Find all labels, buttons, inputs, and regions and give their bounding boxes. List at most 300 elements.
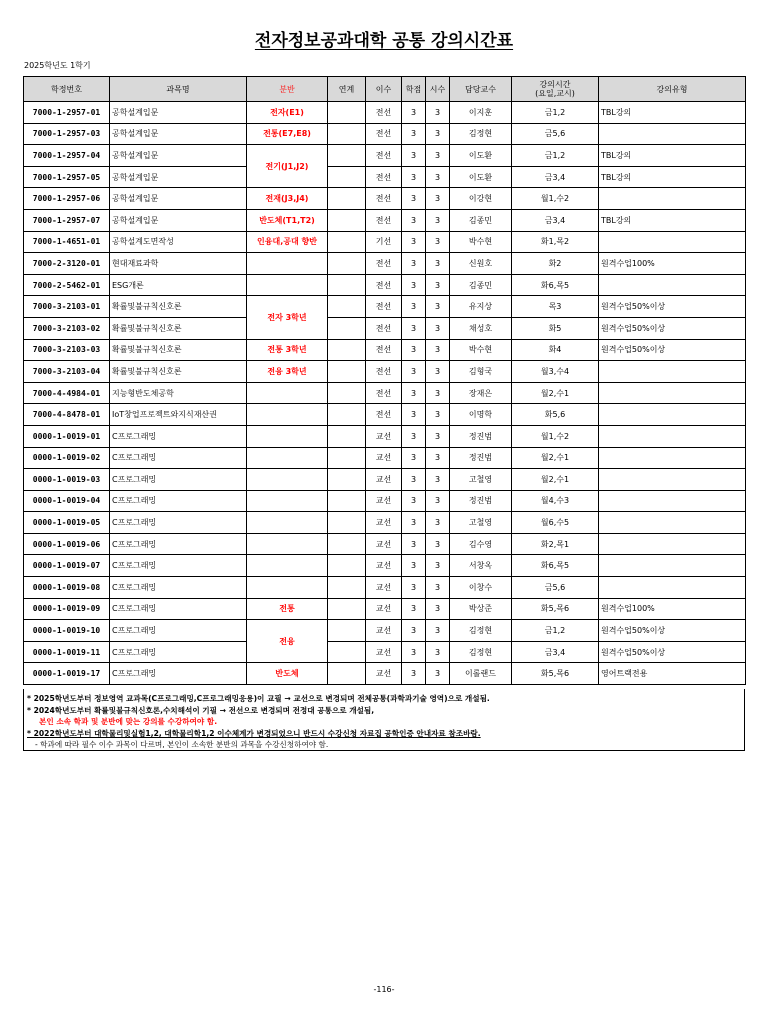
course-code-cell: 0000-1-0019-09 (24, 598, 110, 620)
professor-cell: 김정현 (450, 641, 512, 663)
section-cell (247, 274, 328, 296)
hours-cell: 3 (426, 231, 450, 253)
time-cell: 화5,목6 (512, 663, 599, 685)
professor-cell: 채성호 (450, 317, 512, 339)
note-2: * 2024학년도부터 확률및불규칙신호론,수치해석이 기필 → 전선으로 변경되며 전정대 공통으로 개설됨, (27, 705, 375, 715)
time-cell: 월4,수3 (512, 490, 599, 512)
course-name-cell: C프로그래밍 (110, 598, 247, 620)
table-row (24, 339, 746, 361)
category-cell: 교선 (366, 533, 402, 555)
table-row (24, 274, 746, 296)
credits-cell: 3 (402, 339, 426, 361)
note-3: 본인 소속 학과 및 분반에 맞는 강의를 수강하여야 함. (39, 717, 218, 727)
time-cell: 월2,수1 (512, 469, 599, 491)
course-code-cell: 7000-1-2957-06 (24, 188, 110, 210)
professor-cell: 김종민 (450, 209, 512, 231)
section-cell: 전통 3학년 (247, 339, 328, 361)
credits-cell: 3 (402, 447, 426, 469)
credits-cell: 3 (402, 577, 426, 599)
course-code-cell: 7000-2-5462-01 (24, 274, 110, 296)
professor-cell: 박수현 (450, 339, 512, 361)
category-cell: 전선 (366, 317, 402, 339)
course-name-cell: 공학설계입문 (110, 166, 247, 188)
time-cell: 월6,수5 (512, 512, 599, 534)
category-cell: 전선 (366, 188, 402, 210)
course-code-cell: 0000-1-0019-17 (24, 663, 110, 685)
time-cell: 화6,목5 (512, 555, 599, 577)
table-row (24, 620, 746, 642)
linked-cell (328, 404, 366, 426)
time-cell: 화2 (512, 253, 599, 275)
course-code-cell: 0000-1-0019-06 (24, 533, 110, 555)
hours-cell: 3 (426, 490, 450, 512)
category-cell: 전선 (366, 339, 402, 361)
table-row (24, 404, 746, 426)
time-cell: 금3,4 (512, 641, 599, 663)
course-code-cell: 0000-1-0019-07 (24, 555, 110, 577)
professor-cell: 장재은 (450, 382, 512, 404)
credits-cell: 3 (402, 663, 426, 685)
header-hours: 시수 (426, 77, 450, 102)
credits-cell: 3 (402, 274, 426, 296)
page-title: 전자정보공과대학 공통 강의시간표 (254, 31, 514, 51)
category-cell: 전선 (366, 253, 402, 275)
course-code-cell: 7000-1-2957-03 (24, 123, 110, 145)
linked-cell (328, 512, 366, 534)
course-type-cell (599, 274, 746, 296)
section-cell: 반도체(T1,T2) (247, 209, 328, 231)
linked-cell (328, 361, 366, 383)
professor-cell: 김종민 (450, 274, 512, 296)
time-cell: 화2,목1 (512, 533, 599, 555)
header-category: 이수 (366, 77, 402, 102)
linked-cell (328, 166, 366, 188)
table-row (24, 641, 746, 663)
hours-cell: 3 (426, 620, 450, 642)
time-cell: 금1,2 (512, 102, 599, 124)
course-name-cell: 공학설계입문 (110, 123, 247, 145)
credits-cell: 3 (402, 620, 426, 642)
course-type-cell: TBL강의 (599, 209, 746, 231)
course-type-cell (599, 447, 746, 469)
hours-cell: 3 (426, 512, 450, 534)
time-cell: 월2,수1 (512, 382, 599, 404)
professor-cell: 이도환 (450, 166, 512, 188)
course-type-cell (599, 382, 746, 404)
course-type-cell (599, 123, 746, 145)
linked-cell (328, 123, 366, 145)
table-row (24, 317, 746, 339)
professor-cell: 이강현 (450, 188, 512, 210)
course-type-cell: 원격수업100% (599, 598, 746, 620)
course-type-cell: 원격수업50%이상 (599, 339, 746, 361)
course-code-cell: 0000-1-0019-02 (24, 447, 110, 469)
linked-cell (328, 102, 366, 124)
course-code-cell: 7000-4-4984-01 (24, 382, 110, 404)
credits-cell: 3 (402, 296, 426, 318)
linked-cell (328, 209, 366, 231)
section-cell (247, 253, 328, 275)
course-type-cell (599, 490, 746, 512)
course-name-cell: C프로그래밍 (110, 447, 247, 469)
credits-cell: 3 (402, 469, 426, 491)
linked-cell (328, 598, 366, 620)
linked-cell (328, 641, 366, 663)
professor-cell: 신원호 (450, 253, 512, 275)
hours-cell: 3 (426, 404, 450, 426)
linked-cell (328, 274, 366, 296)
category-cell: 교선 (366, 620, 402, 642)
credits-cell: 3 (402, 361, 426, 383)
table-row (24, 598, 746, 620)
course-name-cell: C프로그래밍 (110, 555, 247, 577)
course-name-cell: 확률및불규칙신호론 (110, 361, 247, 383)
credits-cell: 3 (402, 253, 426, 275)
section-cell: 전기(J1,J2) (247, 145, 328, 188)
section-cell: 전자 3학년 (247, 296, 328, 339)
table-row (24, 663, 746, 685)
course-name-cell: C프로그래밍 (110, 620, 247, 642)
hours-cell: 3 (426, 425, 450, 447)
course-type-cell: 원격수업50%이상 (599, 317, 746, 339)
category-cell: 교선 (366, 512, 402, 534)
header-credits: 학점 (402, 77, 426, 102)
course-name-cell: C프로그래밍 (110, 490, 247, 512)
section-cell: 전통 (247, 598, 328, 620)
credits-cell: 3 (402, 102, 426, 124)
header-type: 강의유형 (599, 77, 746, 102)
course-code-cell: 0000-1-0019-08 (24, 577, 110, 599)
note-5: - 학과에 따라 필수 이수 과목이 다르며, 본인이 소속한 분반의 과목을 수강신청하여야 함. (35, 740, 329, 750)
category-cell: 전선 (366, 296, 402, 318)
course-type-cell: 원격수업50%이상 (599, 641, 746, 663)
credits-cell: 3 (402, 555, 426, 577)
linked-cell (328, 425, 366, 447)
hours-cell: 3 (426, 145, 450, 167)
course-code-cell: 7000-1-4651-01 (24, 231, 110, 253)
course-type-cell: 원격수업100% (599, 253, 746, 275)
table-row (24, 145, 746, 167)
course-type-cell (599, 533, 746, 555)
time-cell: 화6,목5 (512, 274, 599, 296)
course-name-cell: 확률및불규칙신호론 (110, 339, 247, 361)
category-cell: 교선 (366, 577, 402, 599)
hours-cell: 3 (426, 555, 450, 577)
credits-cell: 3 (402, 641, 426, 663)
hours-cell: 3 (426, 577, 450, 599)
table-row (24, 490, 746, 512)
course-code-cell: 0000-1-0019-05 (24, 512, 110, 534)
time-cell: 월1,수2 (512, 425, 599, 447)
header-section: 분반 (247, 77, 328, 102)
linked-cell (328, 447, 366, 469)
category-cell: 교선 (366, 555, 402, 577)
course-name-cell: C프로그래밍 (110, 641, 247, 663)
hours-cell: 3 (426, 382, 450, 404)
time-cell: 월1,수2 (512, 188, 599, 210)
professor-cell: 김정현 (450, 620, 512, 642)
linked-cell (328, 382, 366, 404)
professor-cell: 유지상 (450, 296, 512, 318)
professor-cell: 박수현 (450, 231, 512, 253)
linked-cell (328, 490, 366, 512)
course-type-cell (599, 404, 746, 426)
course-code-cell: 7000-3-2103-02 (24, 317, 110, 339)
course-name-cell: 공학설계입문 (110, 145, 247, 167)
linked-cell (328, 253, 366, 275)
hours-cell: 3 (426, 641, 450, 663)
section-cell (247, 469, 328, 491)
table-row (24, 361, 746, 383)
professor-cell: 이명학 (450, 404, 512, 426)
semester-label: 2025학년도 1학기 (24, 61, 91, 70)
linked-cell (328, 577, 366, 599)
hours-cell: 3 (426, 469, 450, 491)
category-cell: 전선 (366, 361, 402, 383)
section-cell (247, 512, 328, 534)
course-code-cell: 7000-3-2103-01 (24, 296, 110, 318)
header-time: 강의시간 (요일,교시) (512, 77, 599, 102)
credits-cell: 3 (402, 382, 426, 404)
hours-cell: 3 (426, 209, 450, 231)
credits-cell: 3 (402, 404, 426, 426)
professor-cell: 김형국 (450, 361, 512, 383)
course-code-cell: 7000-2-3120-01 (24, 253, 110, 275)
section-cell: 인융대,공대 향반 (247, 231, 328, 253)
credits-cell: 3 (402, 598, 426, 620)
section-cell (247, 490, 328, 512)
professor-cell: 김정현 (450, 123, 512, 145)
hours-cell: 3 (426, 361, 450, 383)
section-cell: 전융 3학년 (247, 361, 328, 383)
hours-cell: 3 (426, 274, 450, 296)
credits-cell: 3 (402, 533, 426, 555)
table-row (24, 253, 746, 275)
table-row (24, 188, 746, 210)
section-cell: 반도체 (247, 663, 328, 685)
course-name-cell: 현대재료과학 (110, 253, 247, 275)
course-type-cell (599, 361, 746, 383)
course-code-cell: 0000-1-0019-10 (24, 620, 110, 642)
section-cell: 전자(E1) (247, 102, 328, 124)
course-code-cell: 7000-1-2957-05 (24, 166, 110, 188)
time-cell: 목3 (512, 296, 599, 318)
course-code-cell: 7000-1-2957-04 (24, 145, 110, 167)
time-cell: 월2,수1 (512, 447, 599, 469)
table-row (24, 166, 746, 188)
professor-cell: 서창옥 (450, 555, 512, 577)
course-type-cell: TBL강의 (599, 166, 746, 188)
category-cell: 교선 (366, 469, 402, 491)
header-row (24, 77, 746, 102)
professor-cell: 이롤랜드 (450, 663, 512, 685)
course-type-cell: 영어트랙전용 (599, 663, 746, 685)
professor-cell: 이지훈 (450, 102, 512, 124)
course-name-cell: ESG개론 (110, 274, 247, 296)
credits-cell: 3 (402, 209, 426, 231)
section-cell (247, 555, 328, 577)
professor-cell: 정진범 (450, 490, 512, 512)
course-type-cell: 원격수업50%이상 (599, 620, 746, 642)
course-code-cell: 0000-1-0019-04 (24, 490, 110, 512)
course-type-cell (599, 469, 746, 491)
note-1: * 2025학년도부터 정보영역 교과목(C프로그래밍,C프로그래밍응용)이 교필 → 교선으로 변경되며 전체공통(과학과기술 영역)으로 개설됨. (27, 694, 490, 703)
course-type-cell (599, 188, 746, 210)
linked-cell (328, 317, 366, 339)
course-code-cell: 0000-1-0019-11 (24, 641, 110, 663)
linked-cell (328, 231, 366, 253)
table-row (24, 102, 746, 124)
section-cell (247, 382, 328, 404)
section-cell (247, 577, 328, 599)
course-name-cell: 공학설계도면작성 (110, 231, 247, 253)
category-cell: 전선 (366, 382, 402, 404)
credits-cell: 3 (402, 425, 426, 447)
table-row (24, 209, 746, 231)
category-cell: 교선 (366, 490, 402, 512)
credits-cell: 3 (402, 166, 426, 188)
professor-cell: 김수영 (450, 533, 512, 555)
course-code-cell: 7000-3-2103-03 (24, 339, 110, 361)
time-cell: 금5,6 (512, 577, 599, 599)
professor-cell: 고철영 (450, 469, 512, 491)
credits-cell: 3 (402, 512, 426, 534)
credits-cell: 3 (402, 231, 426, 253)
table-row (24, 469, 746, 491)
category-cell: 전선 (366, 166, 402, 188)
professor-cell: 이도환 (450, 145, 512, 167)
time-cell: 화5,6 (512, 404, 599, 426)
time-cell: 화1,목2 (512, 231, 599, 253)
table-row (24, 382, 746, 404)
hours-cell: 3 (426, 166, 450, 188)
table-row (24, 296, 746, 318)
time-cell: 금5,6 (512, 123, 599, 145)
credits-cell: 3 (402, 145, 426, 167)
section-cell: 전융 (247, 620, 328, 663)
professor-cell: 고철영 (450, 512, 512, 534)
category-cell: 전선 (366, 145, 402, 167)
linked-cell (328, 145, 366, 167)
table-row (24, 447, 746, 469)
linked-cell (328, 533, 366, 555)
table-row (24, 577, 746, 599)
course-type-cell (599, 231, 746, 253)
section-cell (247, 425, 328, 447)
course-name-cell: C프로그래밍 (110, 533, 247, 555)
hours-cell: 3 (426, 339, 450, 361)
course-code-cell: 7000-1-2957-01 (24, 102, 110, 124)
course-type-cell (599, 512, 746, 534)
time-cell: 금1,2 (512, 620, 599, 642)
header-course: 과목명 (110, 77, 247, 102)
section-cell (247, 447, 328, 469)
schedule-table (23, 76, 746, 685)
course-name-cell: C프로그래밍 (110, 577, 247, 599)
course-type-cell (599, 555, 746, 577)
course-type-cell (599, 425, 746, 447)
hours-cell: 3 (426, 663, 450, 685)
course-code-cell: 7000-4-8478-01 (24, 404, 110, 426)
hours-cell: 3 (426, 598, 450, 620)
page-number: -116- (373, 985, 395, 994)
header-linked: 연계 (328, 77, 366, 102)
header-professor: 담당교수 (450, 77, 512, 102)
category-cell: 전선 (366, 102, 402, 124)
linked-cell (328, 339, 366, 361)
course-code-cell: 0000-1-0019-03 (24, 469, 110, 491)
course-name-cell: C프로그래밍 (110, 469, 247, 491)
hours-cell: 3 (426, 123, 450, 145)
linked-cell (328, 469, 366, 491)
course-name-cell: C프로그래밍 (110, 663, 247, 685)
hours-cell: 3 (426, 317, 450, 339)
time-cell: 월3,수4 (512, 361, 599, 383)
linked-cell (328, 555, 366, 577)
course-type-cell (599, 577, 746, 599)
time-cell: 금3,4 (512, 166, 599, 188)
course-type-cell: 원격수업50%이상 (599, 296, 746, 318)
course-type-cell: TBL강의 (599, 145, 746, 167)
professor-cell: 정진범 (450, 447, 512, 469)
time-cell: 화5,목6 (512, 598, 599, 620)
course-name-cell: 공학설계입문 (110, 102, 247, 124)
category-cell: 전선 (366, 123, 402, 145)
hours-cell: 3 (426, 533, 450, 555)
table-row (24, 512, 746, 534)
credits-cell: 3 (402, 123, 426, 145)
credits-cell: 3 (402, 317, 426, 339)
category-cell: 전선 (366, 209, 402, 231)
table-row (24, 533, 746, 555)
category-cell: 교선 (366, 641, 402, 663)
category-cell: 교선 (366, 598, 402, 620)
category-cell: 교선 (366, 663, 402, 685)
professor-cell: 정진범 (450, 425, 512, 447)
table-row (24, 555, 746, 577)
course-name-cell: 확률및불규칙신호론 (110, 296, 247, 318)
section-cell: 전통(E7,E8) (247, 123, 328, 145)
course-name-cell: C프로그래밍 (110, 512, 247, 534)
linked-cell (328, 620, 366, 642)
category-cell: 전선 (366, 404, 402, 426)
hours-cell: 3 (426, 188, 450, 210)
time-cell: 금3,4 (512, 209, 599, 231)
category-cell: 기선 (366, 231, 402, 253)
professor-cell: 박상준 (450, 598, 512, 620)
category-cell: 전선 (366, 274, 402, 296)
category-cell: 교선 (366, 447, 402, 469)
time-cell: 화5 (512, 317, 599, 339)
section-cell (247, 533, 328, 555)
course-name-cell: IoT창업프로젝트와지식재산권 (110, 404, 247, 426)
table-row (24, 123, 746, 145)
hours-cell: 3 (426, 296, 450, 318)
hours-cell: 3 (426, 447, 450, 469)
linked-cell (328, 188, 366, 210)
course-code-cell: 7000-3-2103-04 (24, 361, 110, 383)
credits-cell: 3 (402, 490, 426, 512)
credits-cell: 3 (402, 188, 426, 210)
course-type-cell: TBL강의 (599, 102, 746, 124)
note-4: * 2022학년도부터 대학물리및실험1,2, 대학물리학1,2 이수체계가 변경되었으니 반드시 수강신청 자료집 공학인증 안내자료 참조바람. (27, 728, 481, 738)
course-name-cell: 확률및불규칙신호론 (110, 317, 247, 339)
linked-cell (328, 663, 366, 685)
course-code-cell: 7000-1-2957-07 (24, 209, 110, 231)
hours-cell: 3 (426, 102, 450, 124)
linked-cell (328, 296, 366, 318)
course-code-cell: 0000-1-0019-01 (24, 425, 110, 447)
